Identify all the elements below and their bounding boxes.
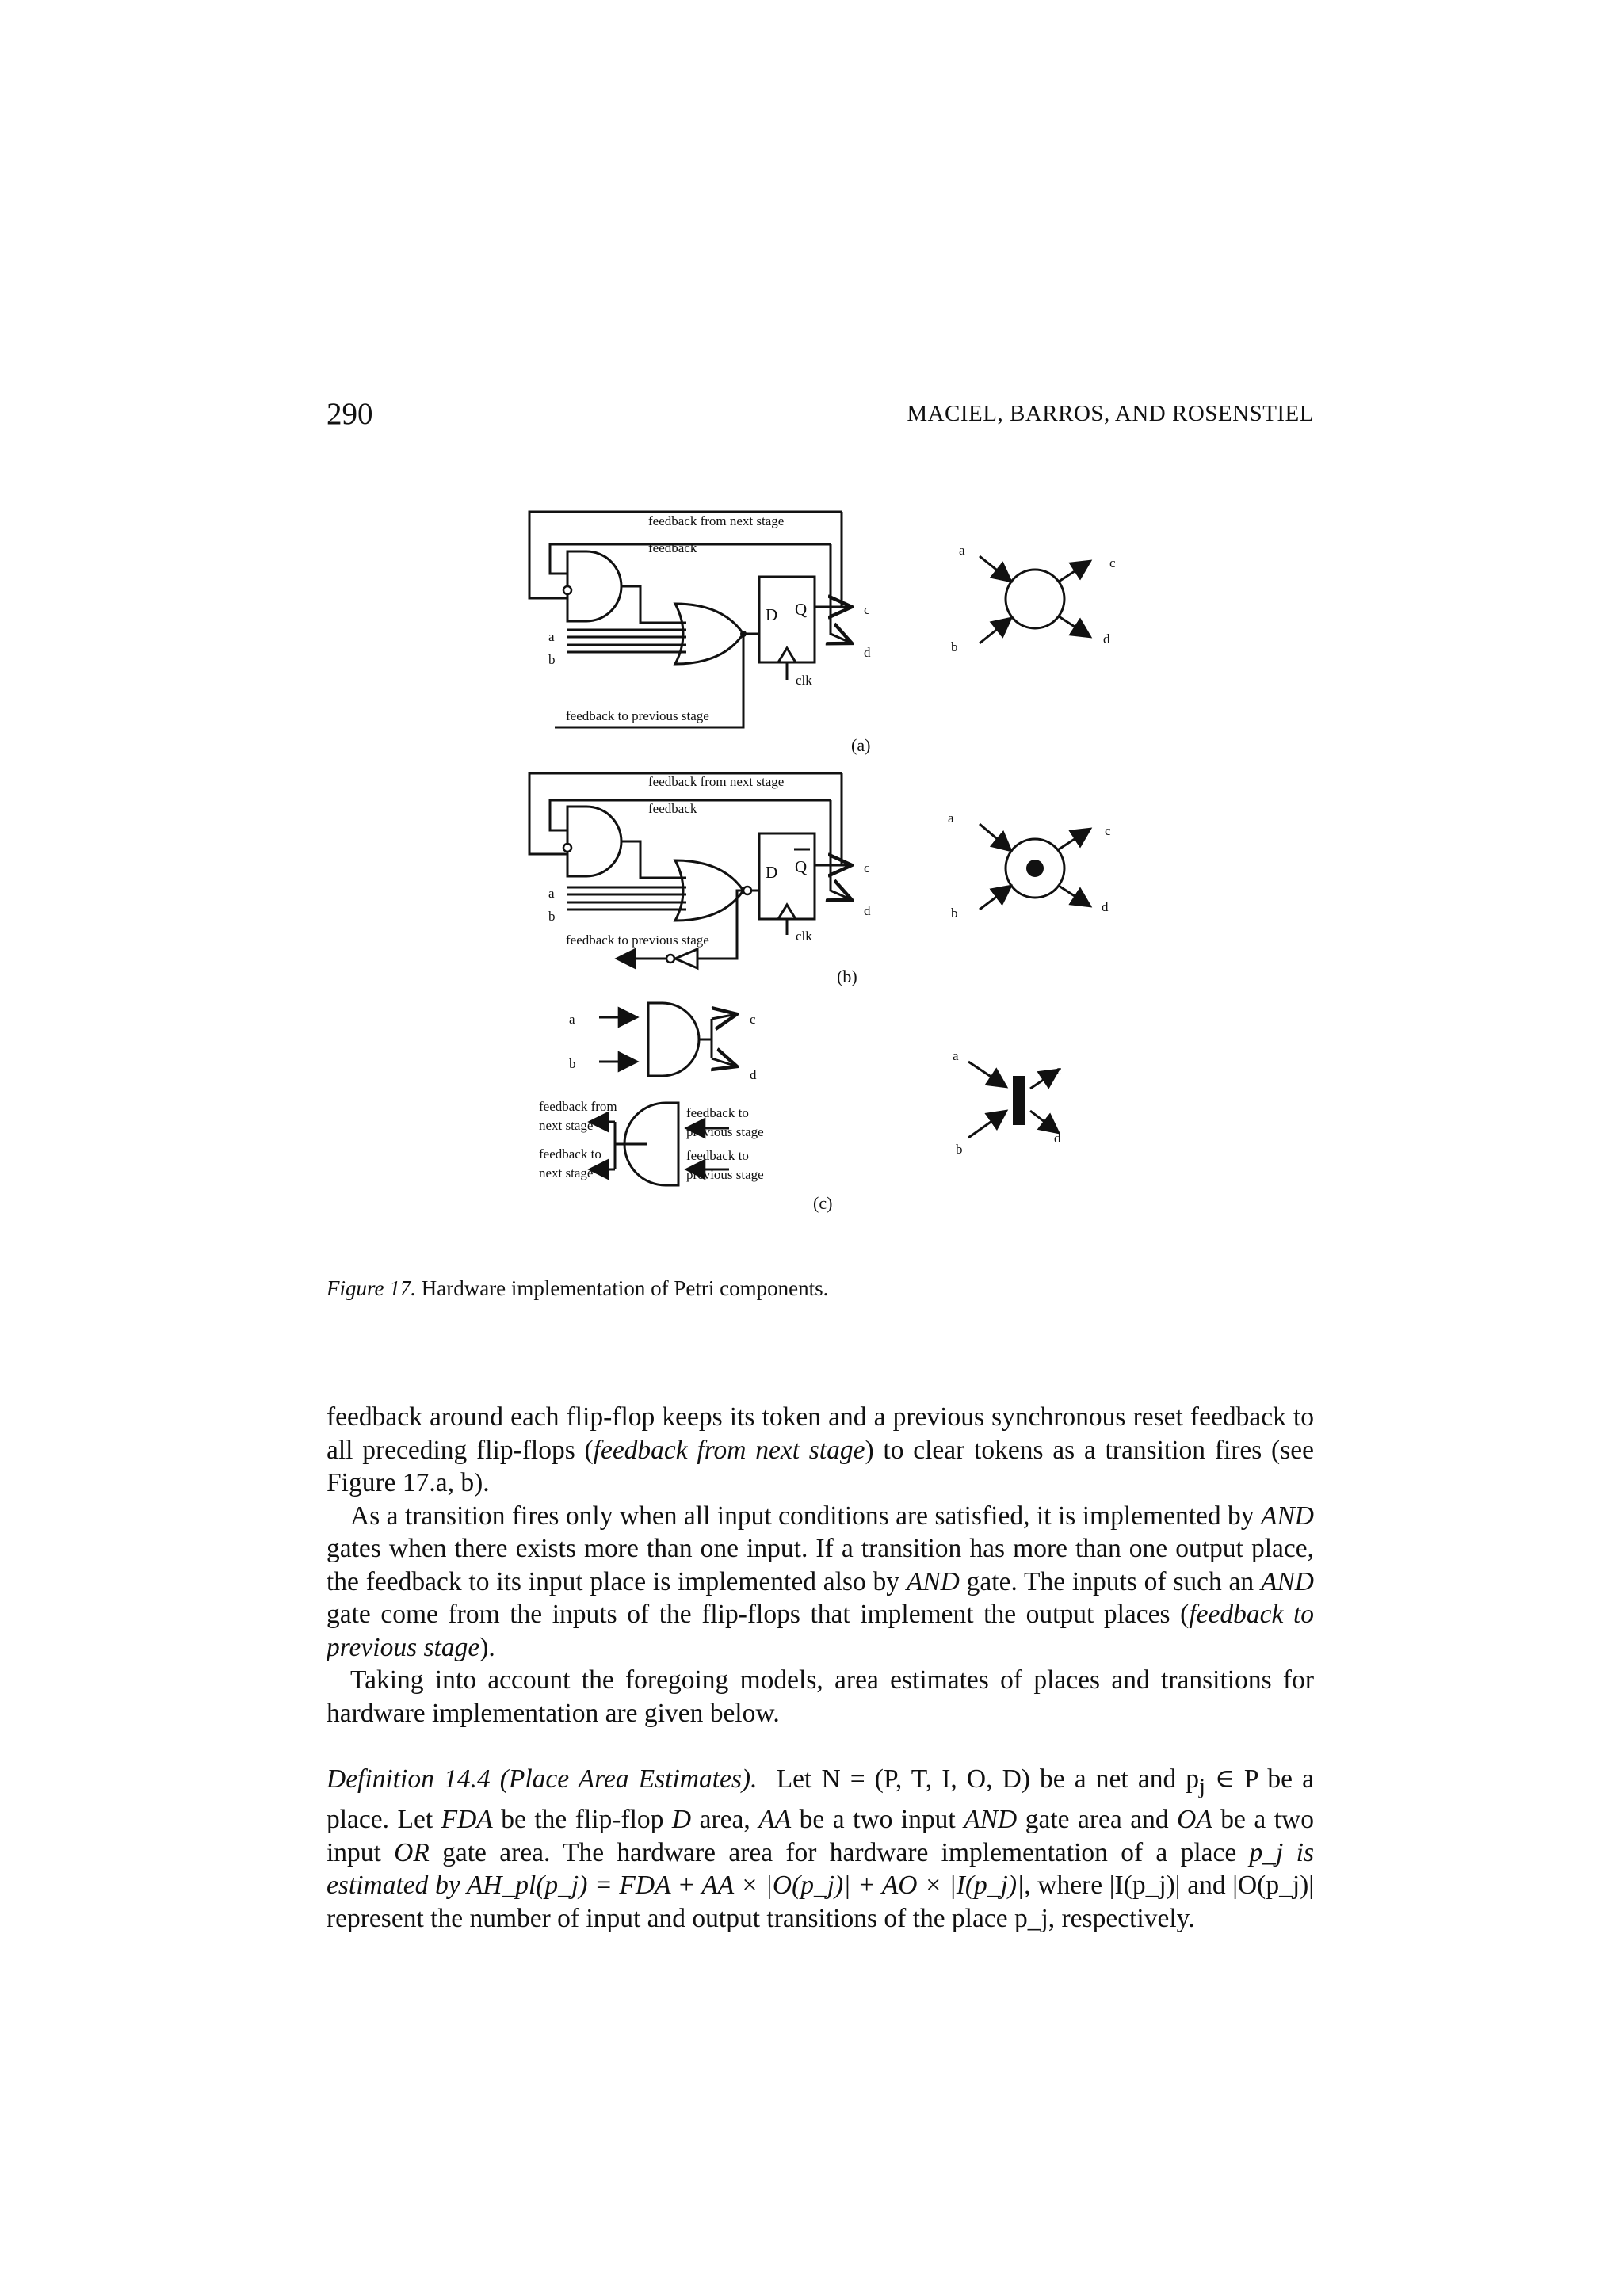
def-s7: gate area. The hardware area for hardware implementation of a place — [429, 1837, 1250, 1867]
p2-text-b: gates when there exists more than one input. If a transition has more than one output place, the feedback to its input place is implemented also by — [327, 1534, 1314, 1596]
panel-c-input-a: a — [569, 1012, 575, 1027]
p1-text-b: ) to clear tokens as a transition fires (see Figure 17.a, b). — [327, 1435, 1314, 1497]
panel-a-feedback-to-previous: feedback to previous stage — [566, 708, 709, 723]
petri-b-label-b: b — [951, 906, 958, 921]
petri-c-label-a: a — [953, 1048, 959, 1063]
panel-b-inverter-bubble-or — [743, 887, 751, 894]
panel-b-ff-q: Q — [795, 857, 808, 876]
panel-b-input-b: b — [548, 909, 556, 924]
panel-a-labels — [548, 513, 871, 755]
figure-caption — [327, 1276, 828, 1301]
def-s2: be the flip-flop — [492, 1805, 672, 1835]
paragraph-3: Taking into account the foregoing models, area estimates of places and transitions for hardware implementation are given below. — [327, 1665, 1314, 1728]
transition-bar — [1013, 1076, 1025, 1125]
p1-italic: feedback from next stage — [593, 1435, 865, 1465]
panel-a-inverter-bubble — [563, 586, 571, 594]
p2-and-3: AND — [1261, 1566, 1314, 1596]
panel-b-inverter-bubble-and — [563, 844, 571, 852]
place-token — [1026, 860, 1044, 877]
def-fda: FDA — [441, 1805, 493, 1835]
p2-text-d: gate come from the inputs of the flip-flops that implement the output places ( — [327, 1600, 1190, 1629]
def-s1b: ∈ P be a place. Let — [327, 1764, 1314, 1835]
body-text — [327, 1401, 1314, 1935]
p2-and-1: AND — [1261, 1501, 1314, 1531]
panel-c-label: (c) — [813, 1193, 833, 1213]
def-and: AND — [964, 1805, 1018, 1835]
panel-c-fb-to-prev-2a: feedback to — [686, 1148, 749, 1163]
panel-b-feedback: feedback — [648, 801, 697, 816]
panel-b-labels — [548, 774, 871, 986]
paragraph-1 — [327, 1401, 1314, 1500]
p2-text-e: ). — [479, 1632, 495, 1662]
panel-a-petri-place — [980, 556, 1090, 643]
panel-c-out-d: d — [750, 1067, 757, 1082]
panel-b-ff-d: D — [766, 863, 778, 882]
panel-a-feedback: feedback — [648, 540, 697, 555]
def-aa: AA — [758, 1805, 792, 1835]
petri-b-label-c: c — [1105, 823, 1111, 838]
petri-a-label-c: c — [1109, 555, 1116, 570]
panel-b-input-a: a — [548, 886, 555, 901]
def-or: OR — [394, 1837, 430, 1867]
def-d: D — [671, 1805, 692, 1835]
panel-a-out-c: c — [864, 602, 870, 617]
p2-text-c: gate. The inputs of such an — [959, 1566, 1261, 1596]
panel-b-feedback-to-previous: feedback to previous stage — [566, 933, 709, 948]
def-formula: p_j is estimated by AH_pl(p_j) = FDA + AA × |O(p_j)| + AO × |I(p_j)| — [327, 1837, 1314, 1901]
caption-text: Hardware implementation of Petri components. — [421, 1276, 829, 1300]
panel-c-fb-to-prev-1b: previous stage — [686, 1124, 764, 1139]
petri-c-label-b: b — [956, 1142, 963, 1157]
p2-italic: feedback to previous stage — [327, 1600, 1315, 1662]
panel-b-feedback-from-next: feedback from next stage — [648, 774, 785, 789]
panel-b-label: (b) — [837, 967, 857, 986]
panel-c-fb-from-next-1: feedback from — [539, 1099, 617, 1114]
panel-c-fb-to-next-1: feedback to — [539, 1146, 601, 1161]
running-head: MACIEL, BARROS, AND ROSENSTIEL — [907, 401, 1314, 426]
definition-title: Definition 14.4 (Place Area Estimates). — [327, 1764, 758, 1794]
panel-b-inverter-bubble-buffer — [666, 955, 674, 963]
definition-14-4 — [327, 1763, 1314, 1935]
panel-b-clk: clk — [796, 929, 812, 944]
panel-c-petri-labels — [953, 1048, 1062, 1157]
petri-a-label-a: a — [959, 543, 965, 558]
panel-c-labels — [539, 1012, 832, 1213]
def-oa: OA — [1177, 1805, 1212, 1835]
petri-c-label-c: c — [1056, 1062, 1062, 1077]
place-circle-a — [1006, 570, 1064, 628]
panel-a-clk: clk — [796, 673, 812, 688]
panel-c-fb-to-prev-1a: feedback to — [686, 1105, 749, 1120]
panel-b-out-d: d — [864, 903, 871, 918]
panel-c-fb-from-next-2: next stage — [539, 1118, 594, 1133]
def-s6: be a two input — [327, 1805, 1314, 1867]
panel-a-feedback-from-next: feedback from next stage — [648, 513, 785, 528]
panel-a-junction — [740, 631, 747, 637]
panel-c-fb-to-next-2: next stage — [539, 1165, 594, 1180]
caption-label: Figure 17. — [327, 1276, 416, 1300]
def-s1: Let N = (P, T, I, O, D) be a net and p — [776, 1764, 1200, 1794]
panel-c-input-b: b — [569, 1056, 576, 1071]
def-s8: , where |I(p_j)| and |O(p_j)| represent the number of input and output transitions of the place p_j, respectively. — [327, 1871, 1315, 1933]
panel-a-petri-labels — [951, 543, 1116, 654]
def-s4: be a two input — [791, 1805, 964, 1835]
panel-a-label: (a) — [851, 735, 871, 755]
panel-a-input-b: b — [548, 652, 556, 667]
petri-b-label-a: a — [948, 810, 954, 826]
petri-a-label-b: b — [951, 639, 958, 654]
page-number: 290 — [327, 397, 373, 431]
panel-b-out-c: c — [864, 860, 870, 875]
petri-c-label-d: d — [1054, 1131, 1061, 1146]
panel-a-out-d: d — [864, 645, 871, 660]
def-s5: gate area and — [1017, 1805, 1178, 1835]
panel-c-out-c: c — [750, 1012, 756, 1027]
p2-and-2: AND — [906, 1566, 960, 1596]
p2-text-a: As a transition fires only when all input conditions are satisfied, it is implemented by — [350, 1501, 1261, 1531]
p1-text-a: feedback around each flip-flop keeps its token and a previous synchronous reset feedback to all preceding flip-flops ( — [327, 1402, 1314, 1465]
def-sub-j: j — [1199, 1774, 1205, 1799]
def-s3: area, — [691, 1805, 759, 1835]
paragraph-2 — [327, 1500, 1314, 1665]
panel-a-input-a: a — [548, 629, 555, 644]
petri-b-label-d: d — [1102, 899, 1109, 914]
panel-a-ff-q: Q — [795, 600, 808, 619]
panel-a-ff-d: D — [766, 605, 778, 624]
petri-a-label-d: d — [1103, 631, 1110, 646]
panel-c-fb-to-prev-2b: previous stage — [686, 1167, 764, 1182]
